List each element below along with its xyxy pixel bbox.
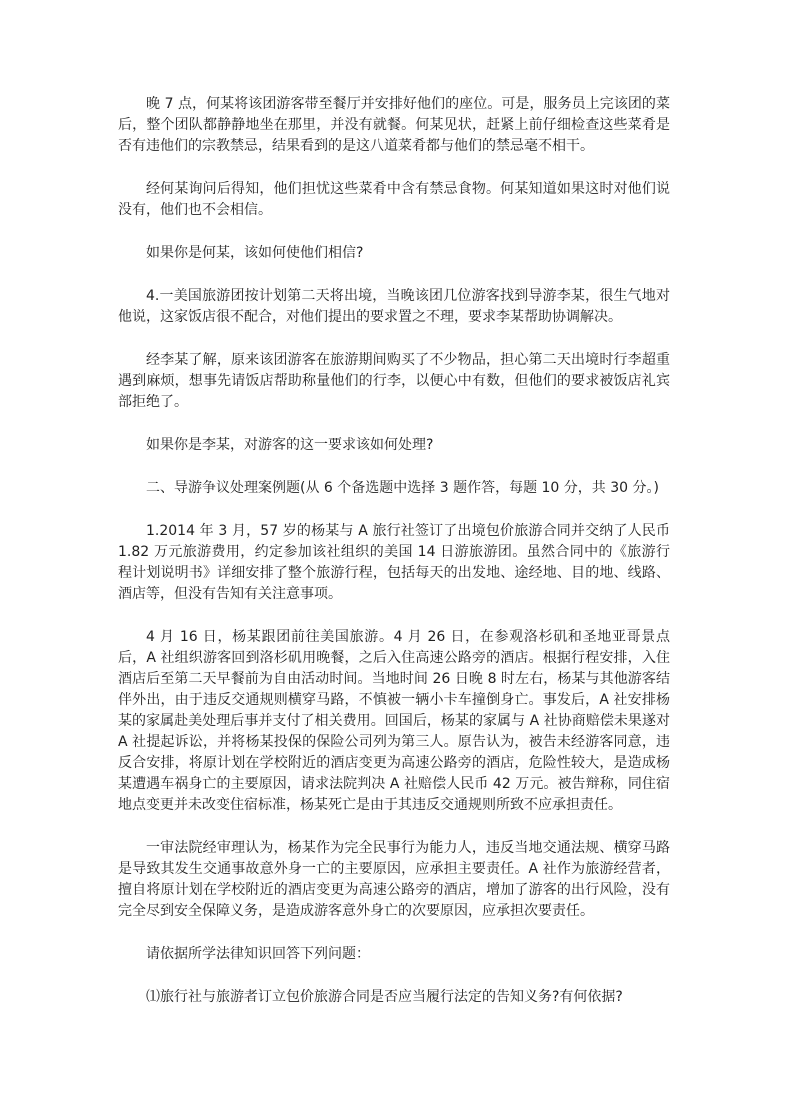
document-page <box>118 94 670 1030</box>
paragraph: 一审法院经审理认为，杨某作为完全民事行为能力人，违反当地交通法规、横穿马路是导致其发生交通事故意外身一亡的主要原因，应承担主要责任。A 社作为旅游经营者，擅自将原计划在学校附近的酒店变更为高速公路旁的酒店，增加了游客的出行风险，没有完全尽到安全保障义务，是造成游客意外身亡的次要原因，应承担次要责任。 <box>118 840 670 919</box>
case-1-intro: 1.2014 年 3 月，57 岁的杨某与 A 旅行社签订了出境包价旅游合同并交纳了人民币 1.82 万元旅游费用，约定参加该社组织的美国 14 日游旅游团。虽然合同中的《旅游行程计划说明书》详细安排了整个旅游行程，包括每天的出发地、途经地、目的地、线路、酒店等，但没有告知有关注意事项。 <box>118 523 670 602</box>
question: ⑴旅行社与旅游者订立包价旅游合同是否应当履行法定的告知义务?有何依据? <box>146 989 623 1005</box>
case-4-intro: 4.一美国旅游团按计划第二天将出境，当晚该团几位游客找到导游李某，很生气地对他说，这家饭店很不配合，对他们提出的要求置之不理，要求李某帮助协调解决。 <box>118 288 670 325</box>
instruction: 请依据所学法律知识回答下列问题： <box>146 946 370 962</box>
section-heading: 二、导游争议处理案例题(从 6 个备选题中选择 3 题作答，每题 10 分，共 30 分。) <box>146 480 659 496</box>
question: 如果你是李某，对游客的这一要求该如何处理? <box>146 437 434 453</box>
paragraph: 晚 7 点，何某将该团游客带至餐厅并安排好他们的座位。可是，服务员上完该团的菜后，整个团队都静静地坐在那里，并没有就餐。何某见状，赶紧上前仔细检查这些菜肴是否有违他们的宗教禁忌，结果看到的是这八道菜肴都与他们的禁忌毫不相干。 <box>118 96 670 154</box>
paragraph: 4 月 16 日，杨某跟团前往美国旅游。4 月 26 日，在参观洛杉矶和圣地亚哥景点后，A 社组织游客回到洛杉矶用晚餐，之后入住高速公路旁的酒店。根据行程安排，入住酒店后至第二天早餐前为自由活动时间。当地时间 26 日晚 8 时左右，杨某与其他游客结伴外出，由于违反交通规则横穿马路，不慎被一辆小卡车撞倒身亡。事发后，A 社安排杨某的家属赴美处理后事并支付了相关费用。回国后，杨某的家属与 A 社协商赔偿未果遂对 A 社提起诉讼，并将杨某投保的保险公司列为第三人。原告认为，被告未经游客同意，违反合安排，将原计划在学校附近的酒店变更为高速公路旁的酒店，危险性较大，是造成杨某遭遇车祸身亡的主要原因，请求法院判决 A 社赔偿人民币 42 万元。被告辩称，同住宿地点变更并未改变住宿标准，杨某死亡是由于其违反交通规则所致不应承担责任。 <box>118 629 670 813</box>
question: 如果你是何某，该如何使他们相信? <box>146 245 364 261</box>
paragraph: 经李某了解，原来该团游客在旅游期间购买了不少物品，担心第二天出境时行李超重遇到麻烦，想事先请饭店帮助称量他们的行李，以便心中有数，但他们的要求被饭店礼宾部拒绝了。 <box>118 352 670 410</box>
paragraph: 经何某询问后得知，他们担忧这些菜肴中含有禁忌食物。何某知道如果这时对他们说没有，他们也不会相信。 <box>118 181 670 218</box>
